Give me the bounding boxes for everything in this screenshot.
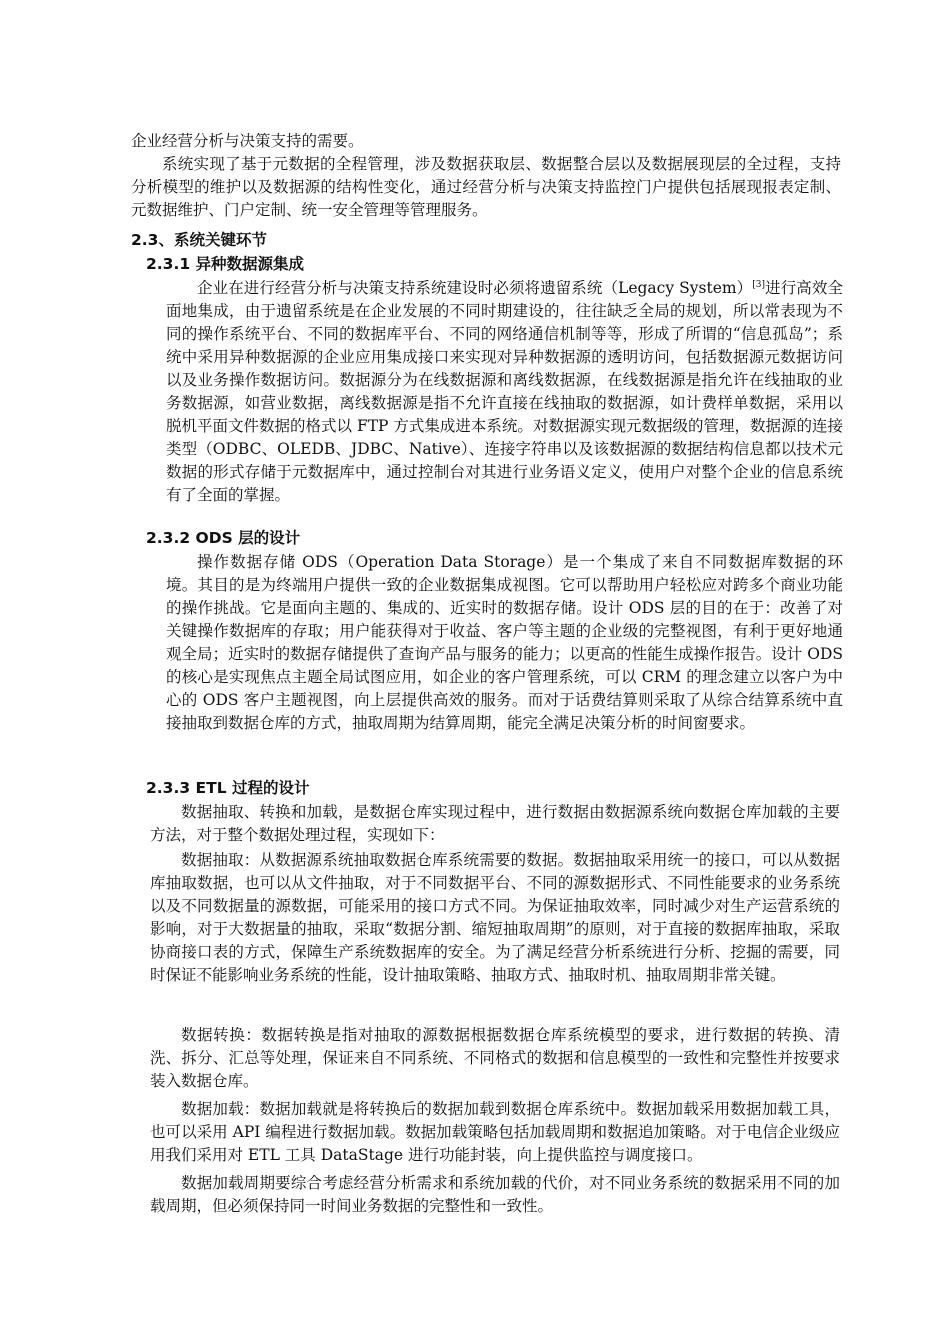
paragraph-data-transformation: 数据转换：数据转换是指对抽取的源数据根据数据仓库系统模型的要求，进行数据的转换、清洗、拆分、汇总等处理，保证来自不同系统、不同格式的数据和信息模型的一致性和完整性并按要求装入数据仓库。 xyxy=(150,1026,840,1090)
section-heading-2-3-1: 2.3.1 异种数据源集成 xyxy=(146,255,305,273)
paragraph-heterogeneous-sources xyxy=(166,277,843,507)
paragraph-system-overview: 系统实现了基于元数据的全程管理，涉及数据获取层、数据整合层以及数据展现层的全过程，支持分析模型的维护以及数据源的结构性变化，通过经营分析与决策支持监控门户提供包括展现报表定制、元数据维护、门户定制、统一安全管理等管理服务。 xyxy=(131,155,841,219)
section-heading-2-3-3: 2.3.3 ETL 过程的设计 xyxy=(146,779,310,797)
paragraph-text-part1: 企业在进行经营分析与决策支持系统建设时必须将遗留系统（Legacy System） xyxy=(197,279,753,297)
paragraph-data-extraction: 数据抽取：从数据源系统抽取数据仓库系统需要的数据。数据抽取采用统一的接口，可以从数据库抽取数据，也可以从文件抽取，对于不同数据平台、不同的源数据形式、不同性能要求的业务系统以及不同数据量的源数据，可能采用的接口方式不同。为保证抽取效率，同时减少对生产运营系统的影响，对于大数据量的抽取，采取“数据分割、缩短抽取周期”的原则，对于直接的数据库抽取，采取协商接口表的方式，保障生产系统数据库的安全。为了满足经营分析系统进行分析、挖掘的需要，同时保证不能影响业务系统的性能，设计抽取策略、抽取方式、抽取时机、抽取周期非常关键。 xyxy=(150,851,840,984)
citation-ref: [3] xyxy=(752,279,766,290)
paragraph-text-part2: 进行高效全面地集成，由于遗留系统是在企业发展的不同时期建设的，往往缺乏全局的规划，所以常表现为不同的操作系统平台、不同的数据库平台、不同的网络通信机制等等，形成了所谓的“信息孤岛”；系统中采用异种数据源的企业应用集成接口来实现对异种数据源的透明访问，包括数据源元数据访问以及业务操作数据访问。数据源分为在线数据源和离线数据源，在线数据源是指允许在线抽取的业务数据源，如营业数据，离线数据源是指不允许直接在线抽取的数据源，如计费样单数据，采用以脱机平面文件数据的格式以 FTP 方式集成进本系统。对数据源实现元数据级的管理，数据源的连接类型（ODBC、OLEDB、JDBC、Native）、连接字符串以及该数据源的数据结构信息都以技术元数据的形式存储于元数据库中，通过控制台对其进行业务语义定义，使用户对整个企业的信息系统有了全面的掌握。 xyxy=(166,279,843,504)
paragraph-data-loading: 数据加载：数据加载就是将转换后的数据加载到数据仓库系统中。数据加载采用数据加载工具，也可以采用 API 编程进行数据加载。数据加载策略包括加载周期和数据追加策略。对于电信企业级应用我们采用对 ETL 工具 DataStage 进行功能封装，向上提供监控与调度接口。 xyxy=(150,1100,840,1164)
paragraph-etl-intro: 数据抽取、转换和加载，是数据仓库实现过程中，进行数据由数据源系统向数据仓库加载的主要方法，对于整个数据处理过程，实现如下： xyxy=(150,803,840,844)
paragraph-continuation: 企业经营分析与决策支持的需要。 xyxy=(131,132,364,150)
paragraph-loading-cycle: 数据加载周期要综合考虑经营分析需求和系统加载的代价，对不同业务系统的数据采用不同的加载周期，但必须保持同一时间业务数据的完整性和一致性。 xyxy=(150,1174,840,1215)
section-heading-2-3: 2.3、系统关键环节 xyxy=(131,231,267,249)
section-heading-2-3-2: 2.3.2 ODS 层的设计 xyxy=(146,529,301,547)
paragraph-ods-design: 操作数据存储 ODS（Operation Data Storage）是一个集成了来自不同数据库数据的环境。其目的是为终端用户提供一致的企业数据集成视图。它可以帮助用户轻松应对跨多个商业功能的操作挑战。它是面向主题的、集成的、近实时的数据存储。设计 ODS 层的目的在于：改善了对关键操作数据库的存取；用户能获得对于收益、客户等主题的企业级的完整视图，有利于更好地通观全局；近实时的数据存储提供了查询产品与服务的能力；以更高的性能生成操作报告。设计 ODS 的核心是实现焦点主题全局试图应用，如企业的客户管理系统，可以 CRM 的理念建立以客户为中心的 ODS 客户主题视图，向上层提供高效的服务。而对于话费结算则采取了从综合结算系统中直接抽取到数据仓库的方式，抽取周期为结算周期，能完全满足决策分析的时间窗要求。 xyxy=(166,553,843,732)
